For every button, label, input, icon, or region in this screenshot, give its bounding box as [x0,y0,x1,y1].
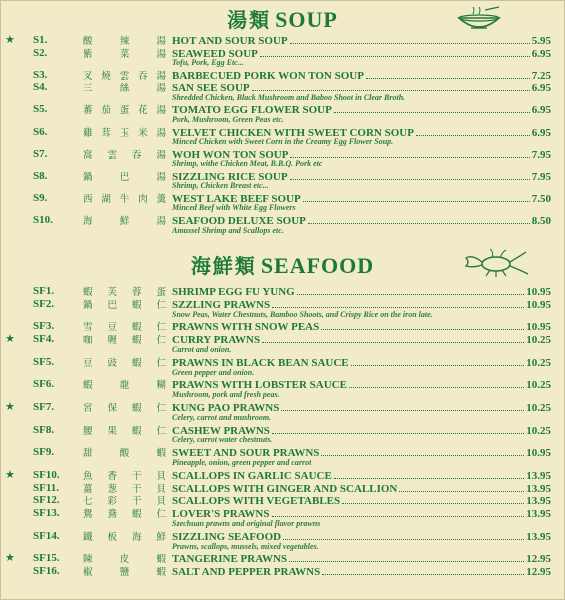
dot-leader [290,170,530,180]
item-description: Celery, carrot water chestnuts. [172,435,273,445]
zh-char: 果 [107,425,117,437]
dot-leader [262,333,524,343]
item-name-zh [83,297,166,311]
item-code: SF10. [33,468,60,481]
zh-char: 宮 [83,403,93,414]
zh-char: 窩 [83,149,93,161]
dot-leader [283,530,524,540]
item-code: S2. [33,46,48,59]
zh-char: 湯 [156,70,166,82]
item-code: SF3. [33,320,55,333]
item-name [172,552,551,565]
item-name-zh [83,80,166,94]
seafood-item [0,565,565,579]
item-code: SF6. [33,378,55,391]
zh-char: 仁 [156,299,166,311]
item-name-zh [83,213,166,227]
zh-char: 貝 [156,470,166,482]
zh-char: 仁 [156,509,166,521]
dot-leader [334,469,524,479]
item-description: Minced Chicken with Sweet Corn in the Creamy Egg Flower Soup. [172,137,394,147]
seafood-item [0,401,565,415]
item-name-text: PRAWNS WITH SNOW PEAS [172,321,320,334]
zh-char: 鮮 [119,215,130,227]
star-icon: ★ [5,333,15,346]
item-name-text: SHRIMP EGG FU YUNG [172,286,295,298]
lobster-icon [462,248,532,278]
item-code: SF14. [33,529,60,542]
dot-leader [321,446,524,456]
dot-leader [366,69,530,79]
item-price: 10.25 [526,379,551,392]
zh-char: 雲 [107,149,117,161]
zh-char: 海 [131,531,142,543]
item-price: 7.95 [531,170,551,183]
item-name-text: SCALLOPS WITH GINGER AND SCALLION [172,482,398,495]
item-description: Carrot and onion. [172,345,232,354]
zh-char: 湯 [156,105,166,117]
item-description: Pineapple, onion, green pepper and carrot [172,458,312,467]
zh-char: 肉 [138,193,148,205]
item-name-text: TANGERINE PRAWNS [172,553,288,566]
soup-bowl-icon [455,6,503,34]
zh-char: 絲 [119,83,130,95]
item-name-zh [83,147,166,161]
zh-char: 湯 [156,83,166,95]
item-name-text: BARBECUED PORK WON TON SOUP [172,69,364,82]
zh-char: 巴 [119,171,130,183]
item-name-text: PRAWNS IN BLACK BEAN SAUCE [172,356,349,369]
item-description: Minced Beef with White Egg Flowers [172,203,296,213]
zh-char: 蝦 [131,335,142,347]
item-price: 13.95 [526,508,551,521]
item-price: 8.50 [531,214,551,227]
zh-char: 貝 [156,496,166,508]
item-name-text: SCALLOPS IN GARLIC SAUCE [172,469,332,482]
item-name-zh [83,445,166,459]
zh-char: 蝦 [131,299,142,311]
item-code: SF8. [33,423,55,436]
item-price: 13.95 [526,530,551,543]
zh-char: 咖 [83,335,93,347]
item-description: Shrimp, withe Chicken Meat, B.B.Q. Pork etc [172,159,323,169]
item-code: SF12. [33,494,60,507]
item-description: Prawns, scallops, mussels, mixed vegetables. [172,541,319,551]
zh-char: 蝦 [131,425,142,437]
zh-char: 茸 [101,127,111,139]
zh-char: 香 [107,470,117,482]
item-name-text: SEAFOOD DELUXE SOUP [172,214,306,227]
item-code: SF11. [33,481,59,494]
item-name-zh [83,564,166,578]
zh-char: 仁 [156,403,166,414]
seafood-item [0,424,565,438]
zh-char: 板 [107,531,117,543]
dot-leader [281,401,524,411]
zh-char: 仁 [156,322,166,334]
dot-leader [303,192,530,202]
item-price: 10.25 [526,424,551,437]
zh-char: 葱 [107,483,117,495]
dot-leader [252,81,530,91]
zh-char: 鮮 [156,531,166,543]
zh-char: 腰 [83,425,93,437]
item-name-text: SALT AND PEPPER PRAWNS [172,566,321,579]
zh-char: 豉 [107,357,117,369]
zh-char: 七 [83,496,93,508]
zh-char: 芙 [107,287,117,298]
item-description: Szechuan prawns and original flavor prawns [172,519,321,528]
item-name-text: SIZZLING RICE SOUP [172,170,288,183]
item-name-text: SAN SEE SOUP [172,82,250,95]
zh-char: 蝦 [156,554,166,566]
zh-char: 干 [131,496,142,508]
zh-char: 玉 [119,127,130,139]
item-price: 10.95 [526,321,551,334]
item-price: 10.25 [526,356,551,369]
item-code: SF16. [33,565,60,578]
soup-title-en: SOUP [275,7,338,32]
item-code: S6. [33,125,48,138]
item-price: 10.25 [526,402,551,414]
item-price: 13.95 [526,495,551,508]
item-description: Amussel Shrimp and Scallops etc. [172,225,284,235]
zh-char: 鹽 [119,567,130,579]
zh-char: 巴 [107,299,117,311]
zh-char: 貝 [156,483,166,495]
zh-char: 仁 [156,425,166,437]
item-name-text: SCALLOPS WITH VEGETABLES [172,495,341,508]
item-price: 10.25 [526,334,551,347]
item-name-zh [83,400,166,414]
zh-char: 茄 [101,105,111,117]
item-name-text: HOT AND SOUR SOUP [172,35,288,47]
item-price: 10.95 [526,447,551,460]
zh-char: 椒 [83,567,93,579]
item-code: SF9. [33,446,55,459]
zh-char: 牛 [119,193,130,205]
zh-char: 鍋 [83,299,93,311]
zh-char: 辣 [119,36,130,47]
zh-char: 薑 [83,483,93,495]
item-price: 6.95 [531,47,551,60]
dot-leader [416,126,530,136]
zh-char: 湯 [156,36,166,47]
zh-char: 海 [83,215,93,227]
item-code: SF2. [33,297,55,310]
zh-char: 吞 [138,70,148,82]
item-name-zh [83,169,166,183]
item-code: S10. [33,213,53,226]
item-name-text: WEST LAKE BEEF SOUP [172,192,301,205]
item-code: S7. [33,147,48,160]
star-icon: ★ [5,34,15,46]
item-name-text: WOH WON TON SOUP [172,148,289,161]
soup-item [0,170,565,184]
star-icon: ★ [5,468,15,481]
item-name [172,482,551,495]
dot-leader [260,47,530,57]
zh-char: 仁 [156,335,166,347]
dot-leader [297,285,525,295]
zh-char: 蝦 [83,380,93,392]
zh-char: 湯 [156,171,166,183]
zh-char: 糊 [156,380,166,392]
zh-char: 干 [131,470,142,482]
zh-char: 鴛 [83,509,93,521]
item-code: S9. [33,191,48,204]
dot-leader [272,298,524,308]
zh-char: 雞 [83,127,93,139]
dot-leader [290,148,529,158]
seafood-item [0,378,565,392]
zh-char: 蝦 [83,287,93,298]
zh-char: 甜 [83,448,93,460]
item-price: 10.95 [526,298,551,311]
item-code: SF1. [33,285,55,297]
item-price: 7.25 [531,69,551,82]
dot-leader [272,424,524,434]
zh-char: 陳 [83,554,93,566]
zh-char: 蛋 [119,105,130,117]
dot-leader [349,378,524,388]
item-code: SF4. [33,333,55,346]
zh-char: 豆 [83,357,93,369]
item-name [172,494,551,507]
item-name-zh [83,191,166,205]
zh-char: 米 [138,127,148,139]
item-price: 5.95 [531,35,551,47]
item-name-zh [83,125,166,139]
item-description: Snow Peas, Water Chestnuts, Bamboo Shoots, and Crispy Rice on the iron late. [172,309,433,319]
zh-char: 蝦 [156,448,166,460]
item-name-text: KUNG PAO PRAWNS [172,402,280,414]
item-code: S8. [33,169,48,182]
item-code: S3. [33,68,48,81]
item-name-text: TOMATO EGG FLOWER SOUP [172,104,332,117]
zh-char: 豆 [107,322,117,334]
item-price: 13.95 [526,482,551,495]
item-description: Green pepper and onion. [172,367,255,377]
seafood-title-en: SEAFOOD [260,253,375,278]
item-name-text: SIZZLING SEAFOOD [172,530,282,543]
seafood-item [0,356,565,370]
item-name [172,285,551,298]
item-price: 10.95 [526,286,551,298]
zh-char: 喱 [107,335,117,347]
dot-leader [334,103,530,113]
zh-char: 蝦 [131,322,142,334]
item-description: Pork, Mushroom, Green Peas etc. [172,115,284,124]
item-name-zh [83,529,166,543]
item-name-text: PRAWNS WITH LOBSTER SAUCE [172,379,347,392]
item-code: S5. [33,103,48,116]
zh-char: 酸 [83,36,93,47]
item-name-text: SWEET AND SOUR PRAWNS [172,447,320,460]
dot-leader [272,507,525,517]
item-name-text: SZZLING PRAWNS [172,298,271,311]
dot-leader [322,565,524,575]
dot-leader [342,494,524,504]
item-name-zh [83,102,166,116]
zh-char: 蝦 [156,567,166,579]
zh-char: 魚 [83,470,93,482]
zh-char: 蛋 [156,287,166,298]
zh-char: 酸 [119,448,130,460]
item-name-zh [83,423,166,437]
zh-char: 湯 [156,149,166,161]
zh-char: 西 [83,193,93,205]
zh-char: 雲 [119,70,130,82]
item-name-text: VELVET CHICKEN WITH SWEET CORN SOUP [172,126,414,139]
item-price: 12.95 [526,553,551,566]
item-price: 6.95 [531,126,551,139]
item-price: 13.95 [526,469,551,482]
item-code: S1. [33,34,48,46]
zh-char: 蓉 [131,287,142,298]
seafood-item [0,333,565,347]
item-name [172,34,551,47]
item-description: Shredded Chicken, Black Mushroom and Baboo Shoot in Clear Broth. [172,92,406,102]
item-name-zh [83,355,166,369]
zh-char: 羹 [156,193,166,205]
soup-title-zh: 湯類 [227,8,272,32]
star-icon: ★ [5,552,15,565]
zh-char: 蝦 [131,357,142,369]
zh-char: 蝦 [131,509,142,521]
zh-char: 燒 [101,70,111,82]
zh-char: 湖 [101,193,111,205]
item-price: 6.95 [531,104,551,117]
seafood-title-zh: 海鮮類 [190,254,257,278]
item-name-zh [83,46,166,60]
zh-char: 湯 [156,215,166,227]
item-code: SF15. [33,552,60,565]
zh-char: 雪 [83,322,93,334]
zh-char: 干 [131,483,142,495]
item-name-text: CURRY PRAWNS [172,334,261,347]
zh-char: 菜 [119,48,130,60]
zh-char: 叉 [83,70,93,82]
dot-leader [351,356,525,366]
item-name-text: SEAWEED SOUP [172,47,258,60]
item-name [172,320,551,333]
item-name-zh [83,377,166,391]
zh-char: 鴦 [107,509,117,521]
zh-char: 皮 [119,554,130,566]
zh-char: 花 [138,105,148,117]
item-description: Tofu, Pork, Egg Etc... [172,58,244,68]
item-name-zh [83,506,166,520]
zh-char: 鐵 [83,531,93,543]
item-price: 7.50 [531,192,551,205]
item-code: S4. [33,81,48,94]
zh-char: 三 [83,83,93,95]
soup-item [0,47,565,61]
item-code: SF13. [33,507,60,520]
item-name [172,565,551,578]
zh-char: 吞 [131,149,142,161]
dot-leader [308,214,530,224]
dot-leader [399,482,524,492]
zh-char: 彩 [107,496,117,508]
zh-char: 龍 [119,380,130,392]
item-description: Mushroom, pork and fresh peas. [172,390,280,400]
item-code: SF5. [33,355,55,368]
dot-leader [289,552,524,562]
item-price: 6.95 [531,82,551,95]
zh-char: 湯 [156,48,166,60]
item-description: Celery, carrot and mushroom. [172,412,272,422]
item-name [172,469,551,482]
star-icon: ★ [5,401,15,413]
zh-char: 蝦 [131,403,142,414]
zh-char: 保 [107,403,117,414]
item-code: SF7. [33,401,55,413]
item-name-text: CASHEW PRAWNS [172,424,270,437]
zh-char: 鍋 [83,171,93,183]
item-price: 12.95 [526,566,551,579]
zh-char: 湯 [156,127,166,139]
item-description: Shrimp, Chicken Breast etc... [172,181,269,191]
zh-char: 仁 [156,357,166,369]
item-price: 7.95 [531,148,551,161]
item-name-zh [83,332,166,346]
zh-char: 蕃 [83,105,93,117]
dot-leader [321,320,524,330]
item-name-text: LOVER'S PRAWNS [172,508,270,521]
item-name [172,69,551,82]
dot-leader [290,34,530,44]
zh-char: 紫 [83,48,93,60]
